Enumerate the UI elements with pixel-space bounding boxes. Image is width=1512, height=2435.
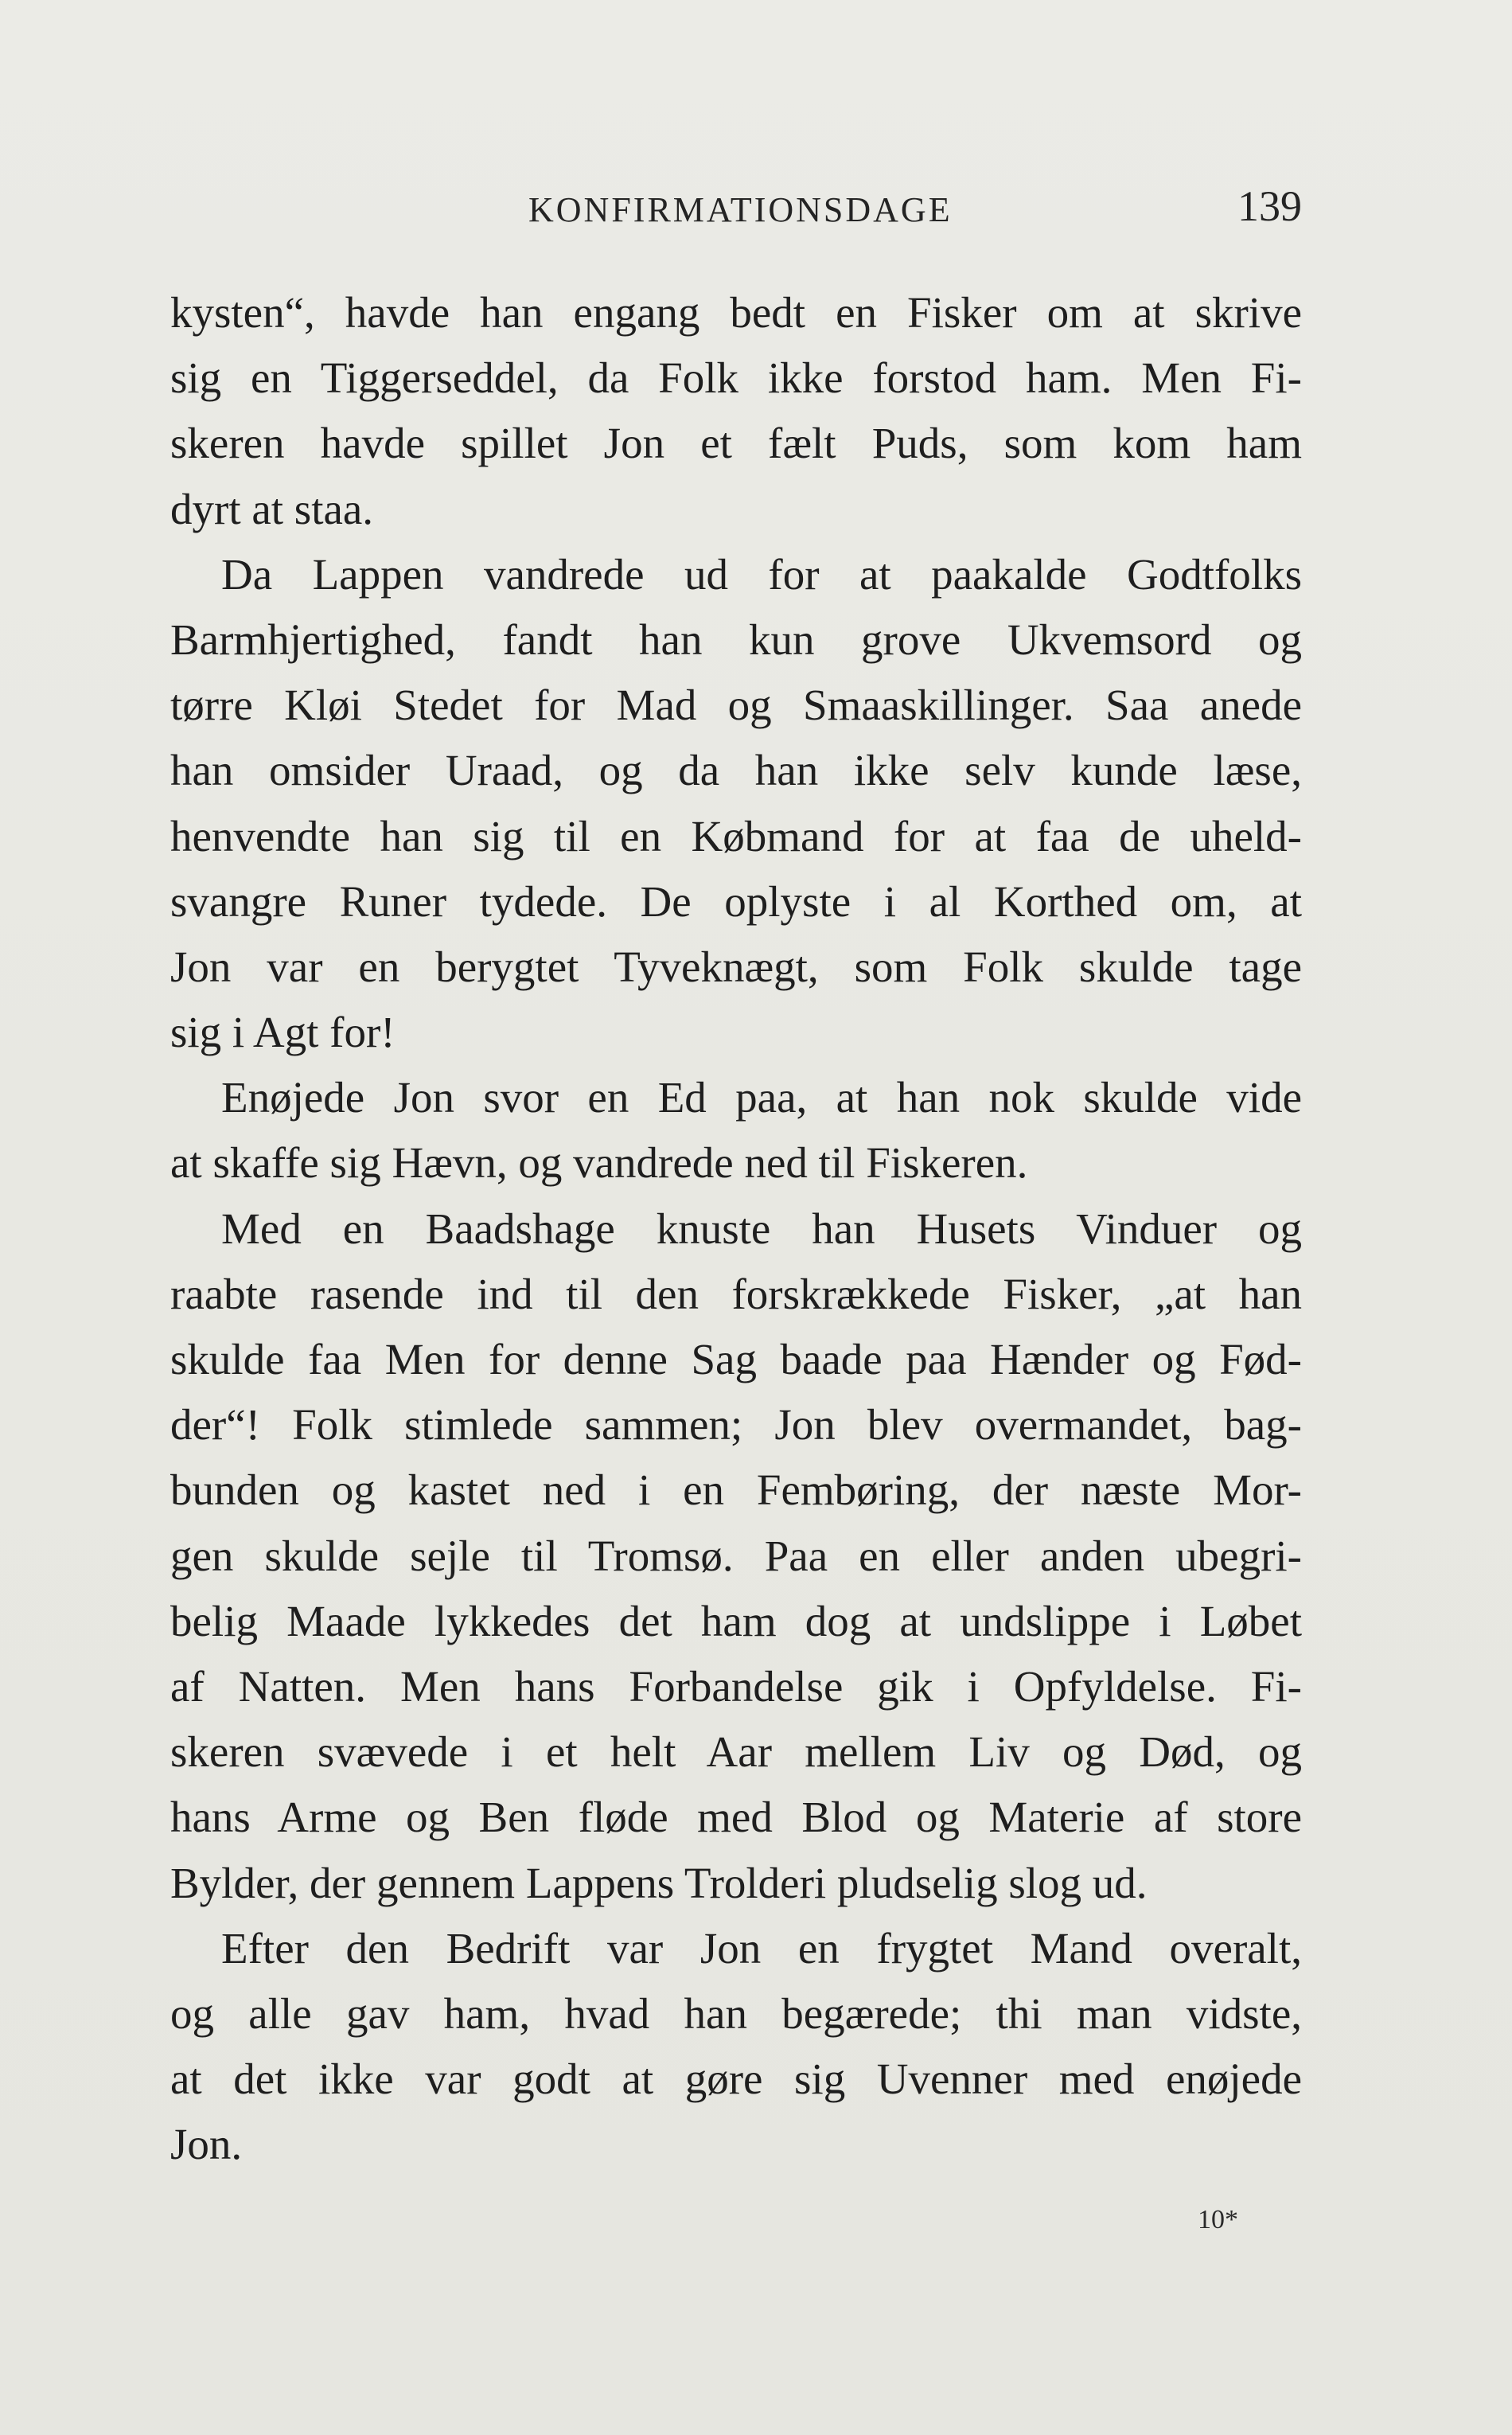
text-line: svangre Runer tydede. De oplyste i al Korthed om, at: [170, 876, 1302, 926]
text-line: gen skulde sejle til Tromsø. Paa en eller anden ubegri-: [170, 1531, 1302, 1580]
text-line: henvendte han sig til en Købmand for at faa de uheld-: [170, 811, 1302, 860]
signature-mark: 10*: [1198, 2205, 1238, 2234]
text-line: han omsider Uraad, og da han ikke selv kunde læse,: [170, 746, 1302, 795]
text-line: at skaffe sig Hævn, og vandrede ned til Fiskeren.: [170, 1138, 1028, 1188]
text-line: skeren havde spillet Jon et fælt Puds, som kom ham: [170, 419, 1302, 468]
running-head: [170, 181, 1302, 237]
text-line: Bylder, der gennem Lappens Trolderi pludselig slog ud.: [170, 1858, 1148, 1907]
text-line: sig i Agt for!: [170, 1008, 396, 1057]
text-line: Jon var en berygtet Tyveknægt, som Folk skulde tage: [170, 942, 1302, 991]
running-title: KONFIRMATIONSDAGE: [528, 190, 953, 229]
text-line: tørre Kløi Stedet for Mad og Smaaskillinger. Saa anede: [170, 681, 1302, 730]
paragraph-first-line: Efter den Bedrift var Jon en frygtet Mand overalt,: [221, 1923, 1302, 1973]
text-line: raabte rasende ind til den forskrækkede Fisker, „at han: [170, 1269, 1302, 1318]
text-line: hans Arme og Ben fløde med Blod og Materie af store: [170, 1793, 1302, 1842]
text-line: sig en Tiggerseddel, da Folk ikke forstod ham. Men Fi-: [170, 353, 1302, 403]
paragraph-first-line: Med en Baadshage knuste han Husets Vinduer og: [221, 1204, 1302, 1253]
paragraph-first-line: Enøjede Jon svor en Ed paa, at han nok skulde vide: [221, 1073, 1302, 1122]
text-line: dyrt at staa.: [170, 484, 374, 533]
paragraph-first-line: Da Lappen vandrede ud for at paakalde Godtfolks: [221, 549, 1302, 599]
text-line: af Natten. Men hans Forbandelse gik i Opfyldelse. Fi-: [170, 1661, 1302, 1711]
text-line: belig Maade lykkedes det ham dog at undslippe i Løbet: [170, 1596, 1302, 1645]
text-line: Jon.: [170, 2120, 243, 2169]
page-number: 139: [1237, 182, 1302, 230]
text-line: skulde faa Men for denne Sag baade paa Hænder og Fød-: [170, 1335, 1302, 1383]
text-line: der“! Folk stimlede sammen; Jon blev overmandet, bag-: [170, 1400, 1302, 1450]
text-line: bunden og kastet ned i en Fembøring, der næste Mor-: [170, 1465, 1302, 1515]
text-line: kysten“, havde han engang bedt en Fisker om at skrive: [170, 288, 1302, 337]
text-line: og alle gav ham, hvad han begærede; thi man vidste,: [170, 1988, 1302, 2038]
text-line: at det ikke var godt at gøre sig Uvenner med enøjede: [170, 2055, 1302, 2104]
body-text: [170, 280, 1302, 2177]
text-line: skeren svævede i et helt Aar mellem Liv og Død, og: [170, 1727, 1302, 1777]
text-line: Barmhjertighed, fandt han kun grove Ukvemsord og: [170, 615, 1302, 664]
